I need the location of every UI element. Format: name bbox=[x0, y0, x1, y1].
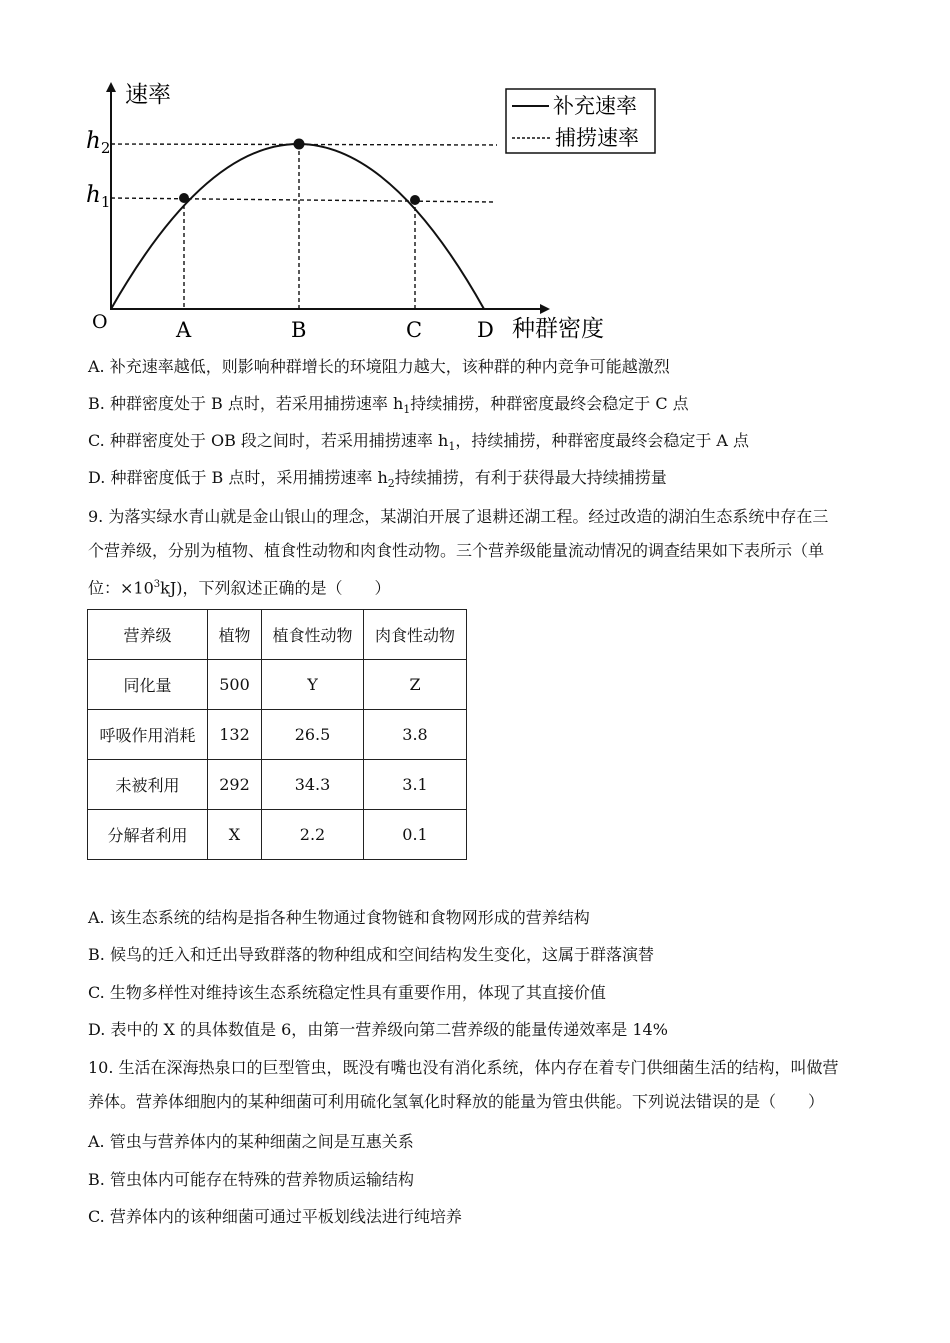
table-header: 营养级 bbox=[88, 610, 208, 660]
y-axis-label: 速率 bbox=[125, 82, 171, 108]
legend-dashed-label: 捕捞速率 bbox=[555, 126, 639, 150]
table-cell: 0.1 bbox=[364, 810, 467, 860]
table-cell: 2.2 bbox=[262, 810, 364, 860]
q9-option-a: A. 该生态系统的结构是指各种生物通过食物链和食物网形成的营养结构 bbox=[88, 908, 590, 927]
q9-option-d: D. 表中的 X 的具体数值是 6，由第一营养级向第二营养级的能量传递效率是 14% bbox=[88, 1020, 668, 1039]
q10-option-a: A. 管虫与营养体内的某种细菌之间是互惠关系 bbox=[88, 1132, 414, 1151]
population-rate-graph bbox=[0, 0, 950, 350]
table-cell: Y bbox=[262, 660, 364, 710]
table-row bbox=[88, 710, 467, 760]
table-row bbox=[88, 660, 467, 710]
q9-stem: 9. 为落实绿水青山就是金山银山的理念，某湖泊开展了退耕还湖工程。经过改造的湖泊生态系统中存在三 个营养级，分别为植物、植食性动物和肉食性动物。三个营养级能量流动情况的调查结果如下表所示（单 位：$\times 10^3kJ$)，下列叙述正确的是（ ） bbox=[88, 507, 829, 598]
tick-c: C bbox=[406, 318, 423, 342]
tick-a: A bbox=[176, 318, 192, 342]
table-cell: 分解者利用 bbox=[88, 810, 208, 860]
tick-d: D bbox=[477, 318, 494, 342]
tick-b: B bbox=[291, 318, 307, 342]
point-b bbox=[294, 139, 305, 150]
x-axis-label: 种群密度 bbox=[512, 316, 604, 342]
q10-stem: 10. 生活在深海热泉口的巨型管虫，既没有嘴也没有消化系统，体内存在着专门供细菌生活的结构，叫做营 养体。营养体细胞内的某种细菌可利用硫化氢氧化时释放的能量为管虫供能。下列说法错误的是（ ） bbox=[88, 1058, 839, 1111]
q8-option-c: C. 种群密度处于 OB 段之间时，若采用捕捞速率 $h_1$，持续捕捞，种群密度最终会稳定于 A 点 bbox=[88, 431, 750, 454]
h1-dashed-line bbox=[111, 198, 494, 202]
table-cell: 3.1 bbox=[364, 760, 467, 810]
table-cell: 34.3 bbox=[262, 760, 364, 810]
q10-option-b: B. 管虫体内可能存在特殊的营养物质运输结构 bbox=[88, 1170, 414, 1189]
table-cell: 500 bbox=[208, 660, 262, 710]
table-cell: 132 bbox=[208, 710, 262, 760]
table-cell: 未被利用 bbox=[88, 760, 208, 810]
table-cell: X bbox=[208, 810, 262, 860]
supplement-rate-curve bbox=[111, 144, 484, 309]
table-row bbox=[88, 810, 467, 860]
q8-option-b: B. 种群密度处于 B 点时，若采用捕捞速率 $h_1$持续捕捞，种群密度最终会稳定于 C 点 bbox=[88, 394, 689, 417]
table-cell: 呼吸作用消耗 bbox=[88, 710, 208, 760]
table-header: 肉食性动物 bbox=[364, 610, 467, 660]
table-header: 植物 bbox=[208, 610, 262, 660]
table-cell: 同化量 bbox=[88, 660, 208, 710]
point-a bbox=[179, 193, 189, 203]
table-cell: 292 bbox=[208, 760, 262, 810]
q9-option-b: B. 候鸟的迁入和迁出导致群落的物种组成和空间结构发生变化，这属于群落演替 bbox=[88, 945, 654, 964]
legend-solid-label: 补充速率 bbox=[553, 94, 637, 118]
point-c bbox=[410, 195, 420, 205]
origin-label: O bbox=[92, 311, 108, 333]
table-row bbox=[88, 760, 467, 810]
table-cell: 3.8 bbox=[364, 710, 467, 760]
table-header-row bbox=[88, 610, 467, 660]
q8-option-a: A. 补充速率越低，则影响种群增长的环境阻力越大，该种群的种内竞争可能越激烈 bbox=[88, 357, 670, 376]
table-cell: Z bbox=[364, 660, 467, 710]
table-cell: 26.5 bbox=[262, 710, 364, 760]
legend bbox=[506, 89, 655, 153]
tick-h1: $h_1$ bbox=[86, 182, 111, 211]
tick-h2: $h_2$ bbox=[86, 128, 111, 157]
q8-option-d: D. 种群密度低于 B 点时，采用捕捞速率 $h_2$持续捕捞，有利于获得最大持续捕捞量 bbox=[88, 468, 667, 491]
q9-option-c: C. 生物多样性对维持该生态系统稳定性具有重要作用，体现了其直接价值 bbox=[88, 983, 606, 1002]
energy-flow-table bbox=[87, 609, 467, 860]
q10-option-c: C. 营养体内的该种细菌可通过平板划线法进行纯培养 bbox=[88, 1207, 462, 1226]
table-header: 植食性动物 bbox=[262, 610, 364, 660]
